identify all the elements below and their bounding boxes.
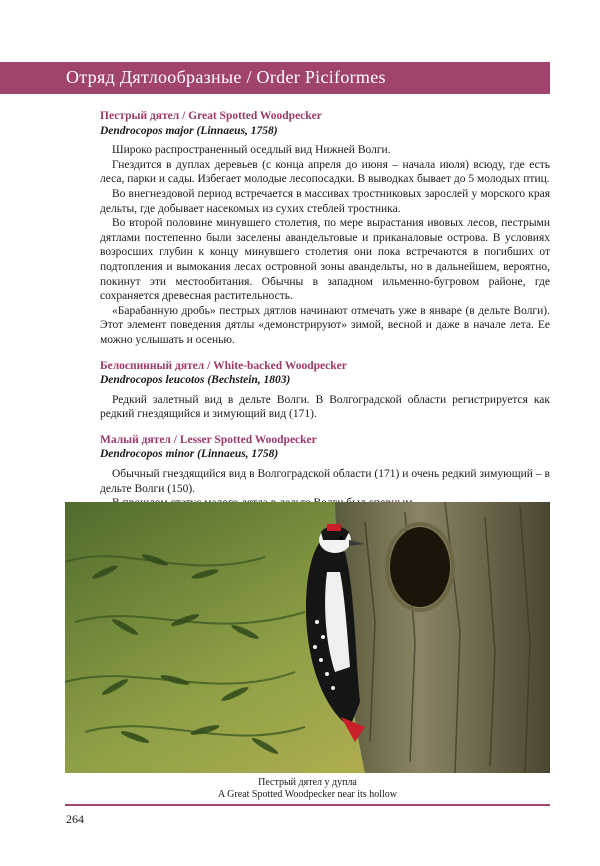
species-latin-name: Dendrocopos minor (Linnaeus, 1758) bbox=[100, 448, 279, 461]
species-title: Малый дятел / Lesser Spotted Woodpecker bbox=[100, 433, 317, 446]
paragraph: Редкий залетный вид в дельте Волги. В Волгоградской области регистрируется как редкий гнездящийся и зимующий вид (171). bbox=[100, 393, 550, 421]
chapter-header-bar bbox=[0, 62, 550, 94]
species-title: Пестрый дятел / Great Spotted Woodpecker bbox=[100, 110, 322, 122]
species-latin-name: Dendrocopos leucotos (Bechstein, 1803) bbox=[100, 374, 291, 387]
footer-divider bbox=[65, 804, 550, 806]
paragraph: Широко распространенный оседлый вид Нижней Волги. bbox=[112, 144, 391, 157]
species-latin-name: Dendrocopos major (Linnaeus, 1758) bbox=[100, 124, 278, 137]
paragraph: Во второй половине минувшего столетия, по мере вырастания ивовых лесов, пестрыми дятлами постепенно были заселены авандельтовые и приканаловые острова. В условиях возросших глубин к концу минувшего столетия они пока встречаются в погибших от подтопления и вымокания лесах островной зоны авандельты, но в дальнейшем, вероятно, покинут эти местообитания. Обычны в западном ильменно-бугровом районе, где сохраняется древесная растительность. bbox=[100, 217, 550, 303]
paragraph: Обычный гнездящийся вид в Волгоградской области (171) и очень редкий зимующий – в дельте Волги (150). bbox=[100, 468, 550, 495]
woodpecker-photo bbox=[65, 502, 550, 773]
paragraph: Во внегнездовой период встречается в массивах тростниковых зарослей у морского края дельты, где добывает насекомых из сухих стеблей тростника. bbox=[100, 187, 550, 215]
species-section-white-backed bbox=[100, 359, 550, 422]
species-section-lesser-spotted bbox=[100, 433, 550, 511]
main-content bbox=[100, 109, 550, 522]
woodpecker-illustration bbox=[65, 502, 550, 773]
photo-caption bbox=[65, 777, 550, 801]
caption-en: A Great Spotted Woodpecker near its hollow bbox=[218, 789, 397, 800]
species-title: Белоспинный дятел / White-backed Woodpecker bbox=[100, 359, 347, 372]
paragraph: Гнездится в дуплах деревьев (с конца апреля до июня – начала июля) всюду, где есть леса, парки и сады. Избегает молодые лесопосадки. В выводках бывает до 5 молодых птиц. bbox=[100, 158, 550, 186]
chapter-title: Отряд Дятлообразные / Order Piciformes bbox=[66, 67, 386, 87]
page-number: 264 bbox=[66, 812, 84, 826]
species-section-great-spotted bbox=[100, 109, 550, 348]
paragraph: «Барабанную дробь» пестрых дятлов начинают отмечать уже в январе (в дельте Волги). Этот элемент поведения дятлы «демонстрируют» зимой, весной и даже в начале лета. Ее можно услышать и осенью. bbox=[100, 304, 550, 346]
caption-ru: Пестрый дятел у дупла bbox=[258, 777, 357, 788]
